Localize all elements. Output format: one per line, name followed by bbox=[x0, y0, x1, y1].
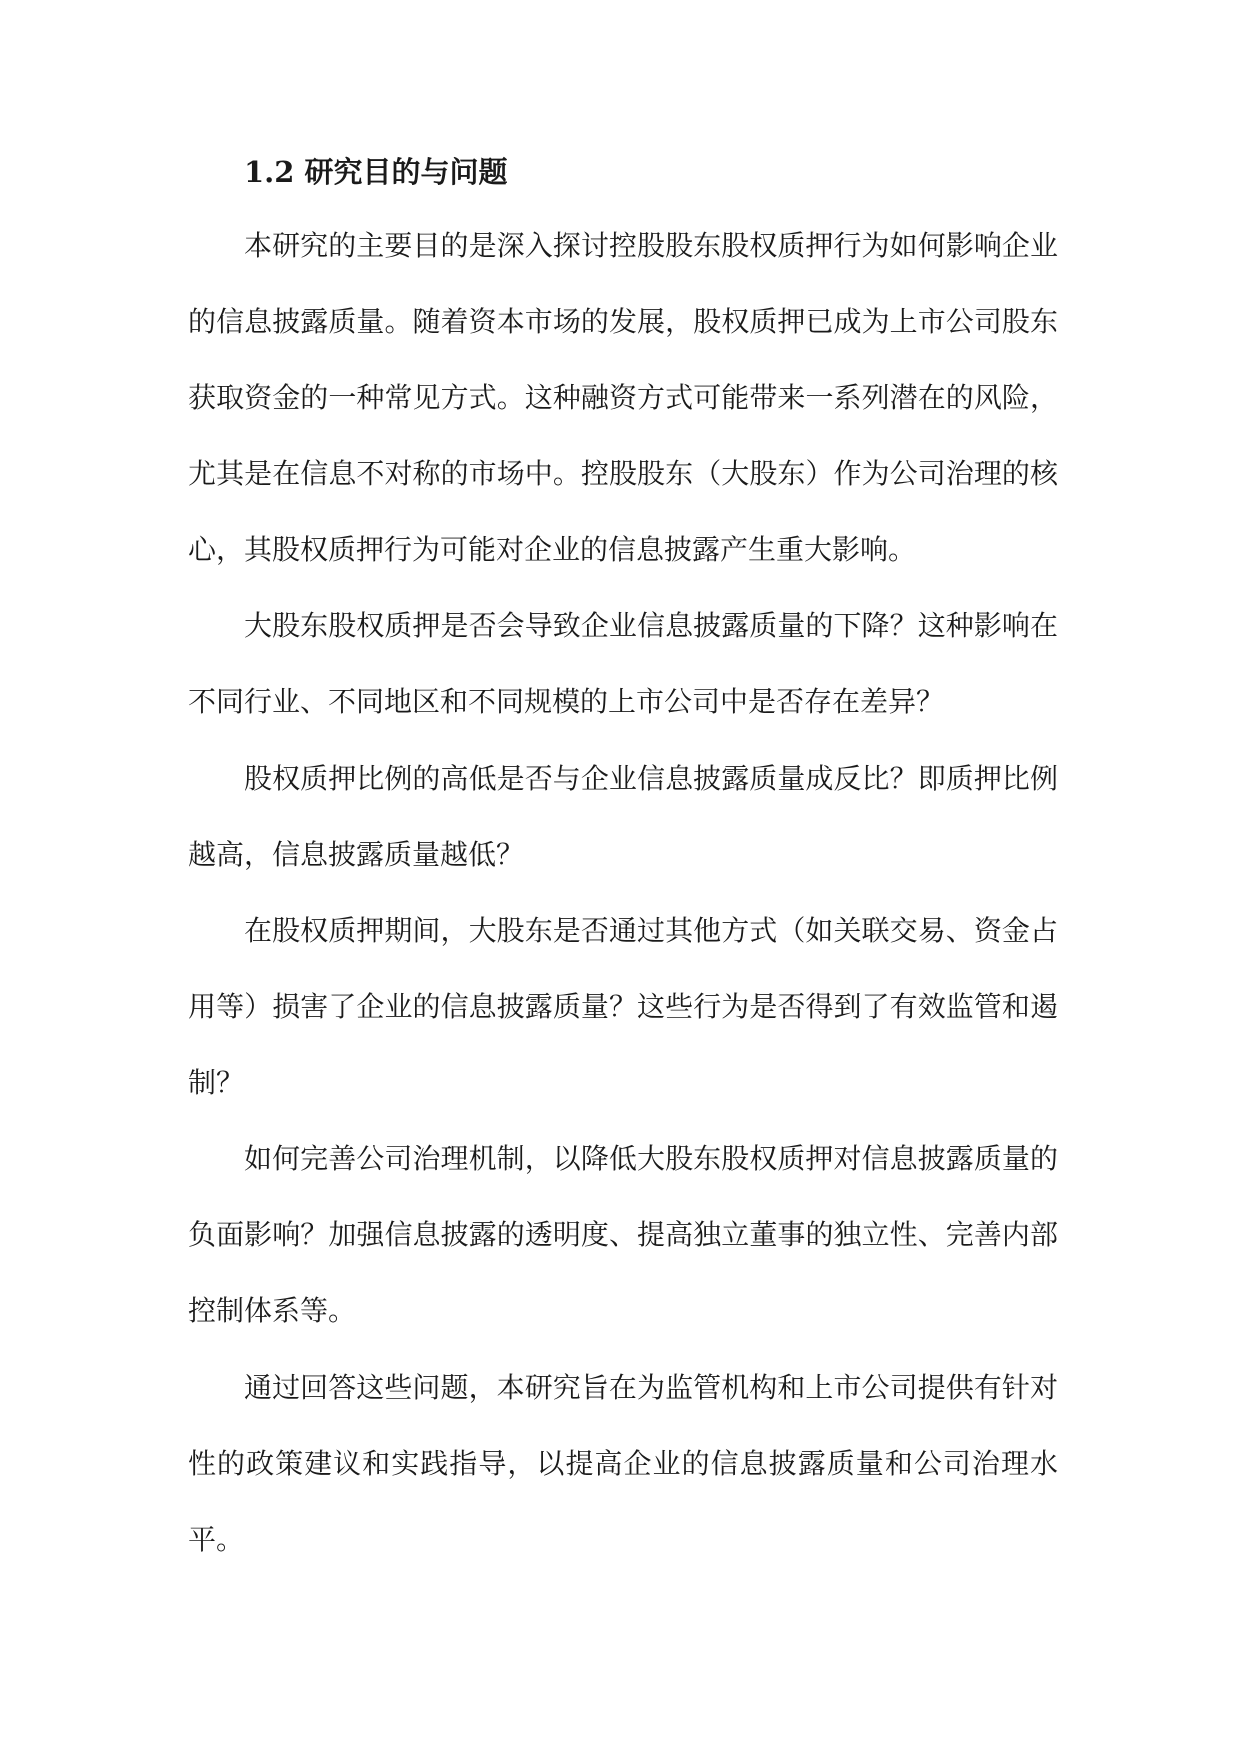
paragraph-question-3: 在股权质押期间，大股东是否通过其他方式（如关联交易、资金占用等）损害了企业的信息披露质量？这些行为是否得到了有效监管和遏制？ bbox=[188, 914, 1058, 1099]
paragraph-question-2: 股权质押比例的高低是否与企业信息披露质量成反比？即质押比例越高，信息披露质量越低？ bbox=[188, 762, 1058, 871]
section-heading: 1.2 研究目的与问题 bbox=[244, 155, 508, 189]
paragraph-research-purpose: 本研究的主要目的是深入探讨控股股东股权质押行为如何影响企业的信息披露质量。随着资本市场的发展，股权质押已成为上市公司股东获取资金的一种常见方式。这种融资方式可能带来一系列潜在的风险，尤其是在信息不对称的市场中。控股股东（大股东）作为公司治理的核心，其股权质押行为可能对企业的信息披露产生重大影响。 bbox=[188, 229, 1058, 566]
paragraph-question-4: 如何完善公司治理机制，以降低大股东股权质押对信息披露质量的负面影响？加强信息披露的透明度、提高独立董事的独立性、完善内部控制体系等。 bbox=[188, 1142, 1058, 1327]
paragraph-conclusion: 通过回答这些问题，本研究旨在为监管机构和上市公司提供有针对性的政策建议和实践指导，以提高企业的信息披露质量和公司治理水平。 bbox=[188, 1371, 1058, 1556]
paragraph-question-1: 大股东股权质押是否会导致企业信息披露质量的下降？这种影响在不同行业、不同地区和不同规模的上市公司中是否存在差异？ bbox=[188, 609, 1058, 718]
